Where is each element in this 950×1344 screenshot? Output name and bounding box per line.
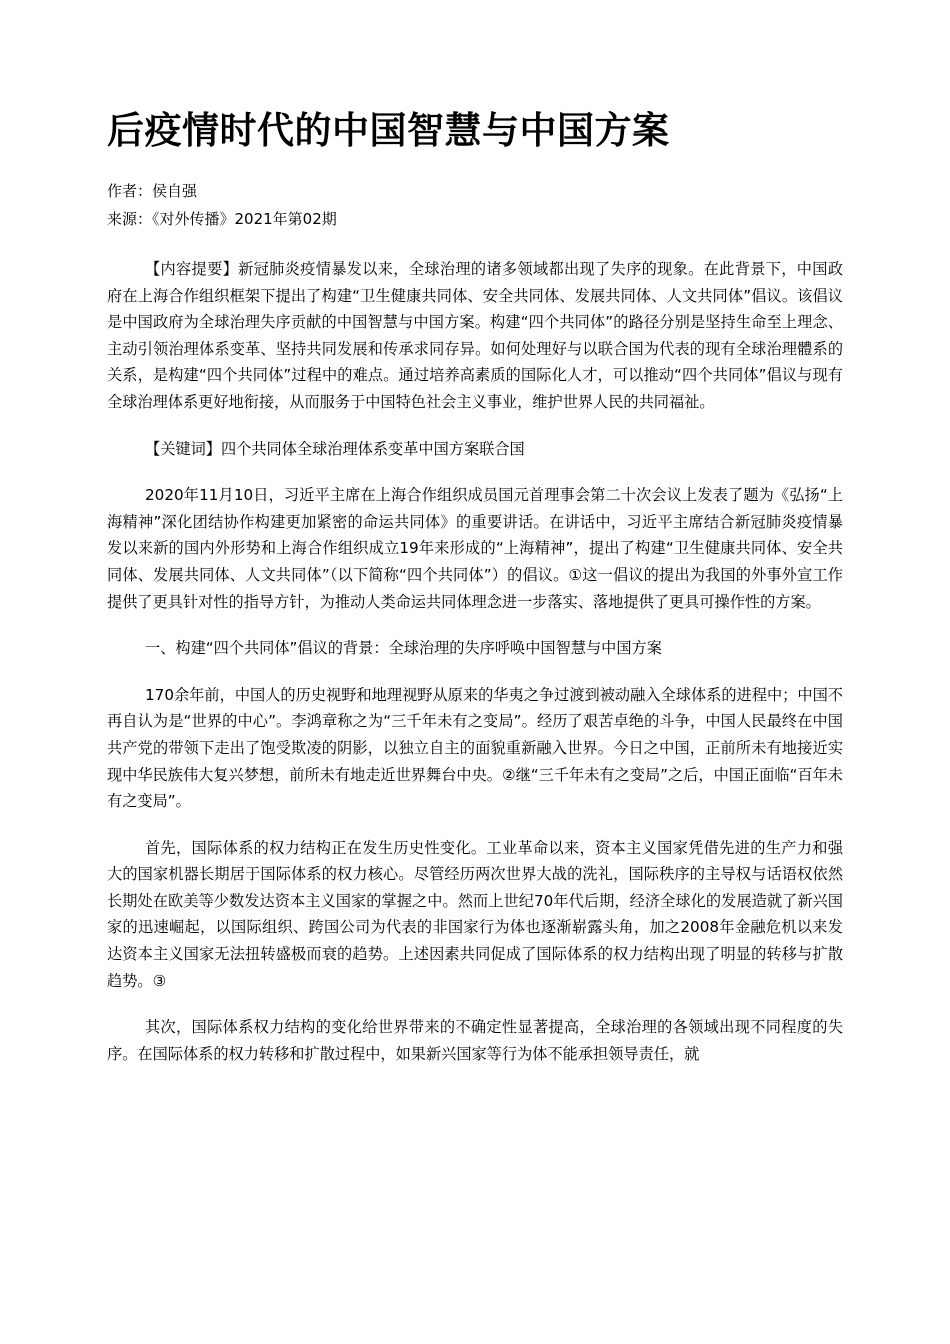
article-body	[107, 256, 843, 1087]
keywords-paragraph: 【关键词】四个共同体全球治理体系变革中国方案联合国	[145, 439, 525, 458]
author-line: 作者：侯自强	[107, 182, 198, 200]
abstract-paragraph: 【内容提要】新冠肺炎疫情暴发以来，全球治理的诸多领域都出现了失序的现象。在此背景下，中国政府在上海合作组织框架下提出了构建“卫生健康共同体、安全共同体、发展共同体、人文共同体”倡议。该倡议是中国政府为全球治理失序贡献的中国智慧与中国方案。构建“四个共同体”的路径分别是坚持生命至上理念、主动引领治理体系变革、坚持共同发展和传承求同存异。如何处理好与以联合国为代表的现有全球治理體系的关系，是构建“四个共同体”过程中的难点。通过培养高素质的国际化人才，可以推动“四个共同体”倡议与现有全球治理体系更好地衔接，从而服务于中国特色社会主义事业，维护世界人民的共同福祉。	[107, 260, 843, 411]
body-paragraph: 2020年11月10日，习近平主席在上海合作组织成员国元首理事会第二十次会议上发表了题为《弘扬“上海精神”深化团结协作构建更加紧密的命运共同体》的重要讲话。在讲话中，习近平主席结合新冠肺炎疫情暴发以来新的国内外形势和上海合作组织成立19年来形成的“上海精神”，提出了构建“卫生健康共同体、安全共同体、发展共同体、人文共同体”（以下简称“四个共同体”）的倡议。①这一倡议的提出为我国的外事外宣工作提供了更具针对性的指导方针，为推动人类命运共同体理念进一步落实、落地提供了更具可操作性的方案。	[107, 486, 843, 611]
body-paragraph: 首先，国际体系的权力结构正在发生历史性变化。工业革命以来，资本主义国家凭借先进的生产力和强大的国家机器长期居于国际体系的权力核心。尽管经历两次世界大战的洗礼，国际秩序的主导权与话语权依然长期处在欧美等少数发达资本主义国家的掌握之中。然而上世纪70年代后期，经济全球化的发展造就了新兴国家的迅速崛起，以国际组织、跨国公司为代表的非国家行为体也逐渐崭露头角，加之2008年金融危机以来发达资本主义国家无法扭转盛极而衰的趋势。上述因素共同促成了国际体系的权力结构出现了明显的转移与扩散趋势。③	[107, 838, 843, 990]
body-paragraph: 170余年前，中国人的历史视野和地理视野从原来的华夷之争过渡到被动融入全球体系的进程中；中国不再自认为是“世界的中心”。李鸿章称之为“三千年未有之变局”。经历了艰苦卓绝的斗争，中国人民最终在中国共产党的带领下走出了饱受欺凌的阴影，以独立自主的面貌重新融入世界。今日之中国，正前所未有地接近实现中华民族伟大复兴梦想，前所未有地走近世界舞台中央。②继“三千年未有之变局”之后，中国正面临“百年未有之变局”。	[107, 685, 843, 811]
body-paragraph: 其次，国际体系权力结构的变化给世界带来的不确定性显著提高，全球治理的各领域出现不同程度的失序。在国际体系的权力转移和扩散过程中，如果新兴国家等行为体不能承担领导责任，就	[107, 1018, 843, 1063]
source-line: 来源：《对外传播》2021年第02期	[107, 210, 337, 228]
section-heading: 一、构建“四个共同体”倡议的背景：全球治理的失序呼唤中国智慧与中国方案	[145, 639, 662, 658]
article-title: 后疫情时代的中国智慧与中国方案	[107, 109, 670, 152]
